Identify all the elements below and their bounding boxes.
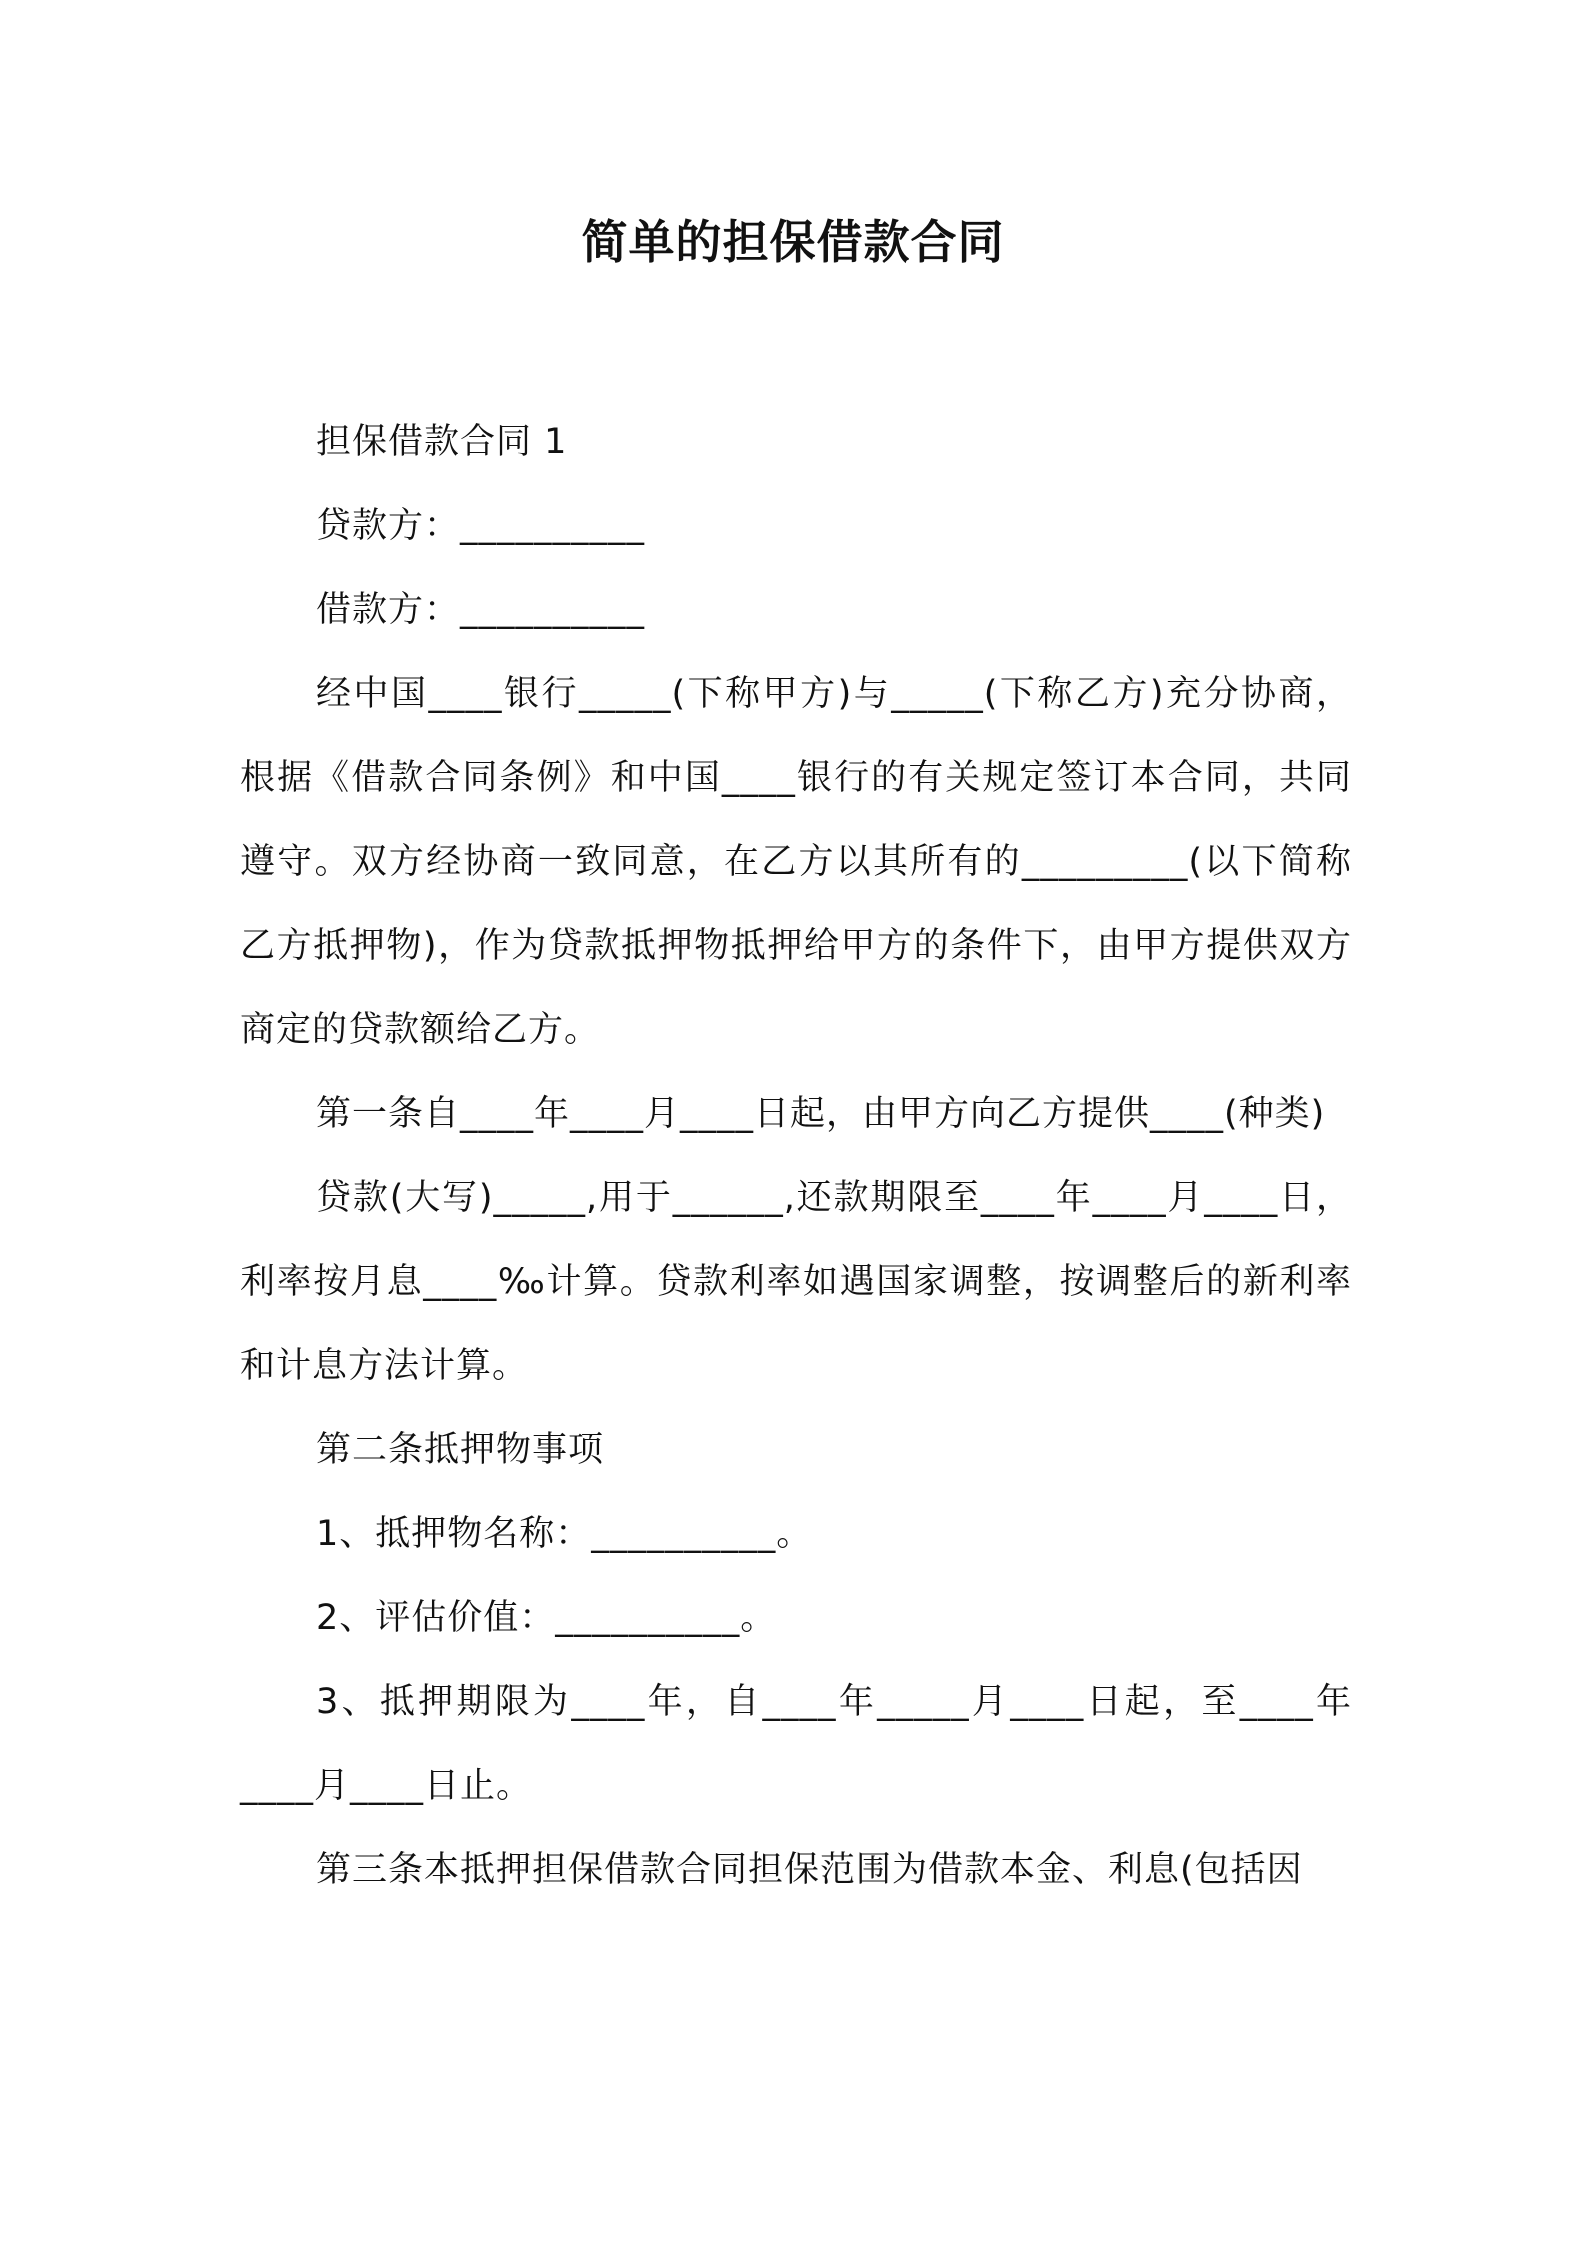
- assessed-value-line: 2、评估价值：__________。: [316, 1598, 777, 1638]
- contract-subtitle: 担保借款合同 1: [316, 422, 568, 462]
- loan-terms-paragraph: 贷款(大写)_____,用于______,还款期限至____年____月____日，利率按月息____‰计算。贷款利率如遇国家调整，按调整后的新利率和计息方法计算。: [240, 1178, 1352, 1386]
- lender-line: 贷款方：__________: [316, 506, 646, 546]
- collateral-name-line: 1、抵押物名称：__________。: [316, 1514, 813, 1554]
- borrower-line: 借款方：__________: [316, 590, 646, 630]
- article-2-heading: 第二条抵押物事项: [316, 1430, 605, 1470]
- mortgage-term-paragraph: 3、抵押期限为____年，自____年_____月____日起，至____年____月____日止。: [240, 1682, 1352, 1806]
- document-body: [240, 400, 1352, 1912]
- article-3-paragraph: 第三条本抵押担保借款合同担保范围为借款本金、利息(包括因: [316, 1850, 1303, 1890]
- article-1-paragraph: 第一条自____年____月____日起，由甲方向乙方提供____(种类): [316, 1094, 1326, 1134]
- preamble-paragraph: 经中国____银行_____(下称甲方)与_____(下称乙方)充分协商，根据《借款合同条例》和中国____银行的有关规定签订本合同，共同遵守。双方经协商一致同意，在乙方以其所有的_________(以下简称乙方抵押物)，作为贷款抵押物抵押给甲方的条件下，由甲方提供双方商定的贷款额给乙方。: [240, 674, 1352, 1050]
- document-title: 简单的担保借款合同: [581, 215, 1005, 269]
